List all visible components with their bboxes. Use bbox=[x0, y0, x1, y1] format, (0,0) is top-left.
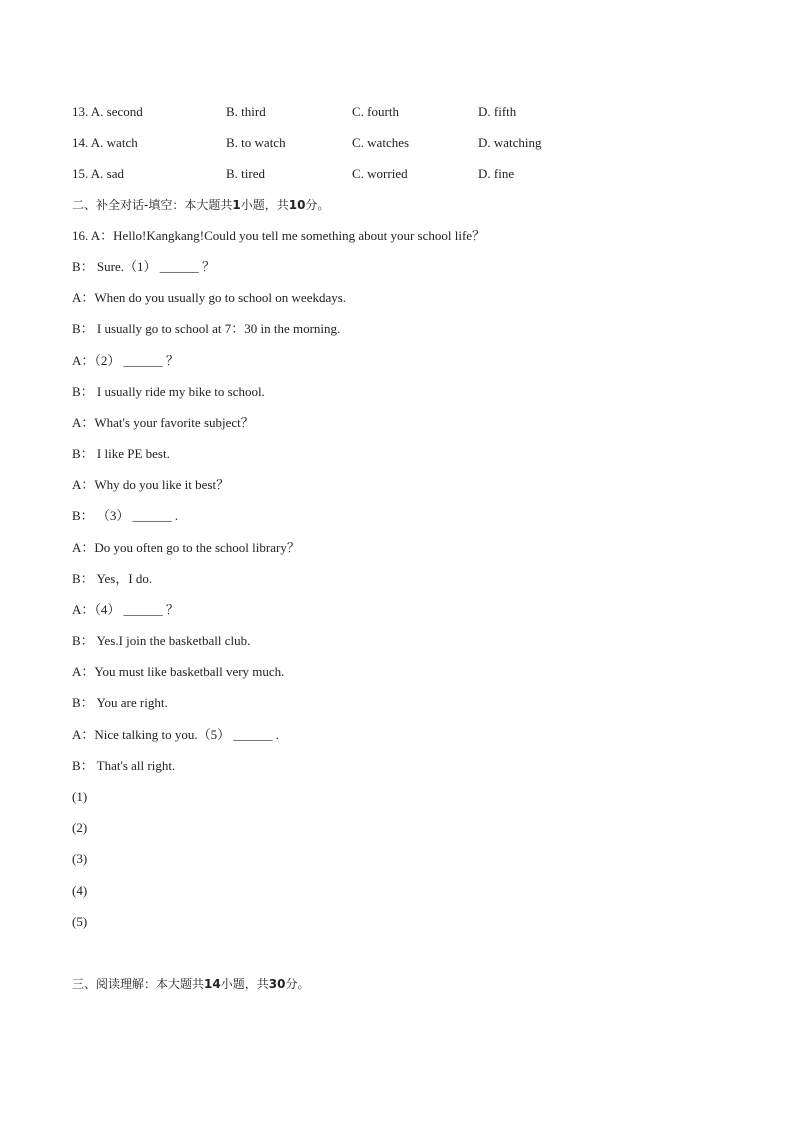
dialogue-line: B： That's all right. bbox=[72, 758, 176, 773]
section-heading-dialogue bbox=[72, 196, 329, 214]
dialogue-line: A：Nice talking to you.（5） ______ . bbox=[72, 727, 279, 742]
option-d: D. watching bbox=[478, 135, 542, 150]
section-mid: 小题，共 bbox=[220, 977, 269, 991]
dialogue-line: A：（4） ______ ？ bbox=[72, 602, 179, 617]
dialogue-line: B： You are right. bbox=[72, 695, 168, 710]
answer-slot: (2) bbox=[72, 820, 88, 835]
section-score: 30 bbox=[268, 977, 286, 991]
dialogue-line: B： Sure.（1） ______ ？ bbox=[72, 259, 216, 274]
option-d: D. fifth bbox=[478, 104, 517, 119]
section-score: 10 bbox=[288, 198, 306, 212]
section-prefix: 三、阅读理解：本大题共 bbox=[72, 977, 205, 991]
option-a: 13. A. second bbox=[72, 104, 143, 119]
dialogue-line: B： I usually ride my bike to school. bbox=[72, 384, 265, 399]
dialogue-line: A：Do you often go to the school library？ bbox=[72, 540, 300, 555]
section-prefix: 二、补全对话-填空：本大题共 bbox=[72, 198, 233, 212]
dialogue-line: B： Yes.I join the basketball club. bbox=[72, 633, 251, 648]
dialogue-line: A：What's your favorite subject？ bbox=[72, 415, 254, 430]
option-b: B. to watch bbox=[226, 135, 286, 150]
answer-slot: (5) bbox=[72, 914, 88, 929]
dialogue-line: B： I usually go to school at 7：30 in the morning. bbox=[72, 321, 341, 336]
option-c: C. fourth bbox=[352, 104, 399, 119]
option-a: 14. A. watch bbox=[72, 135, 138, 150]
section-suffix: 分。 bbox=[305, 198, 330, 212]
answer-slot: (3) bbox=[72, 851, 88, 866]
option-a: 15. A. sad bbox=[72, 166, 124, 181]
dialogue-line: A：You must like basketball very much. bbox=[72, 664, 285, 679]
dialogue-line: A：Why do you like it best？ bbox=[72, 477, 230, 492]
option-b: B. tired bbox=[226, 166, 265, 181]
dialogue-line: B： （3） ______ . bbox=[72, 508, 179, 523]
answer-slot: (4) bbox=[72, 883, 88, 898]
dialogue-line: 16. A：Hello!Kangkang!Could you tell me something about your school life？ bbox=[72, 228, 486, 243]
section-mid: 小题，共 bbox=[240, 198, 289, 212]
section-count: 1 bbox=[232, 198, 241, 212]
dialogue-line: B： Yes，I do. bbox=[72, 571, 153, 586]
option-c: C. worried bbox=[352, 166, 408, 181]
answer-slot: (1) bbox=[72, 789, 88, 804]
dialogue-line: B： I like PE best. bbox=[72, 446, 170, 461]
option-d: D. fine bbox=[478, 166, 515, 181]
section-suffix: 分。 bbox=[285, 977, 310, 991]
option-c: C. watches bbox=[352, 135, 410, 150]
option-b: B. third bbox=[226, 104, 266, 119]
section-heading-reading bbox=[72, 975, 309, 993]
dialogue-line: A：When do you usually go to school on weekdays. bbox=[72, 290, 347, 305]
section-count: 14 bbox=[204, 977, 221, 991]
dialogue-line: A：（2） ______ ？ bbox=[72, 353, 179, 368]
